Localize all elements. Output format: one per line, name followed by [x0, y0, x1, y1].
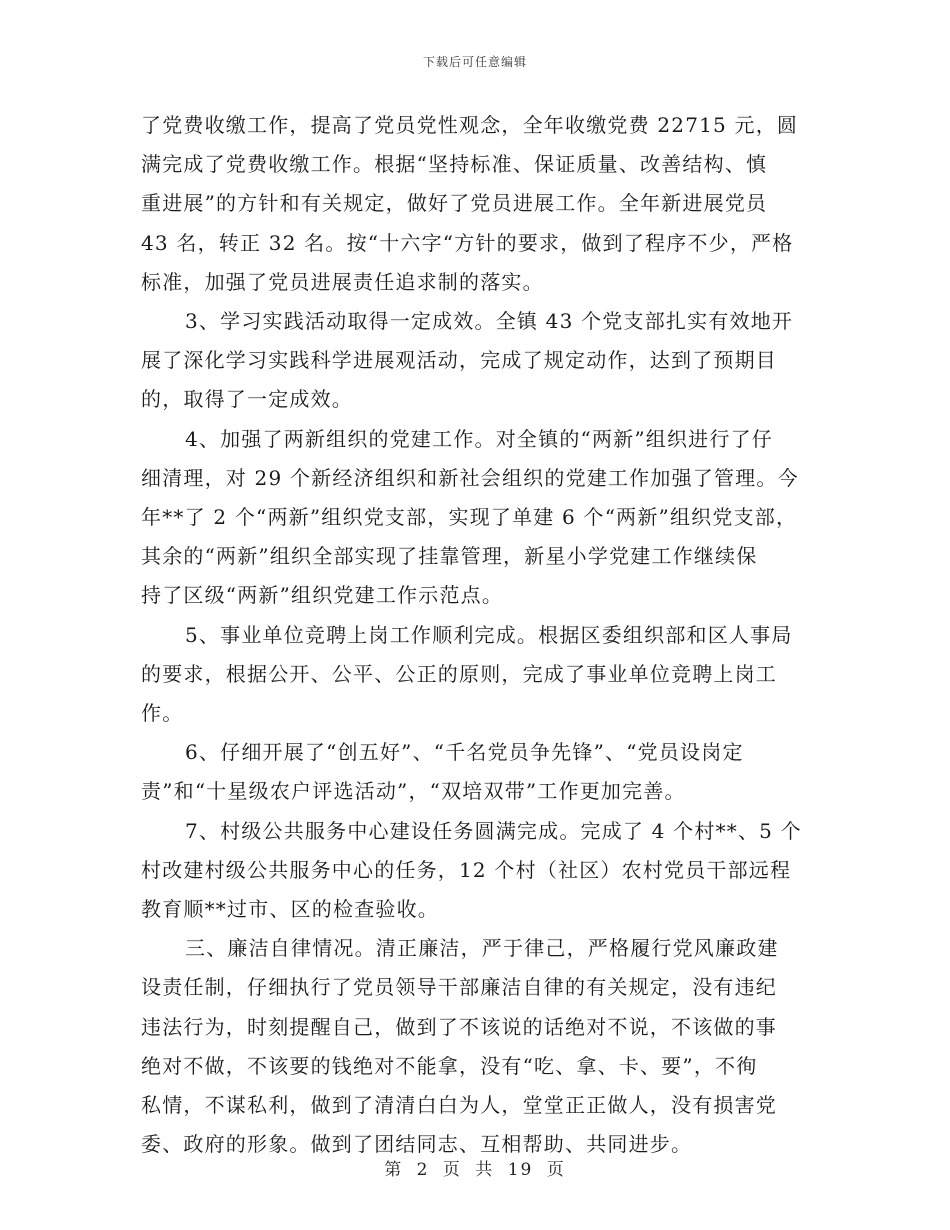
text-line: 私情，不谋私利，做到了清清白白为人，堂堂正正做人，没有损害党 — [141, 1093, 777, 1118]
text-line: 3、学习实践活动取得一定成效。全镇 43 个党支部扎实有效地开 — [185, 309, 794, 334]
document-body — [141, 106, 821, 1164]
text-line: 设责任制，仔细执行了党员领导干部廉洁自律的有关规定，没有违纪 — [141, 975, 777, 1000]
text-line: 重进展”的方针和有关规定，做好了党员进展工作。全年新进展党员 — [141, 191, 768, 216]
page-header: 下载后可任意编辑 — [422, 55, 527, 69]
paragraph — [141, 106, 821, 302]
text-line: 展了深化学习实践科学进展观活动，完成了规定动作，达到了预期目 — [141, 348, 777, 373]
text-line: 作。 — [141, 701, 184, 726]
text-line: 其余的“两新”组织全部实现了挂靠管理，新星小学党建工作继续保 — [141, 544, 758, 569]
text-line: 年**了 2 个“两新”组织党支部，实现了单建 6 个“两新”组织党支部， — [141, 505, 798, 530]
text-line: 村改建村级公共服务中心的任务，12 个村（社区）农村党员干部远程 — [141, 857, 792, 882]
page-footer: 第 2 页 共 19 页 — [384, 1160, 566, 1180]
text-line: 6、仔细开展了“创五好”、“千名党员争先锋”、“党员设岗定 — [185, 740, 744, 765]
text-line: 的要求，根据公开、公平、公正的原则，完成了事业单位竞聘上岗工 — [141, 661, 777, 686]
text-line: 5、事业单位竞聘上岗工作顺利完成。根据区委组织部和区人事局 — [185, 622, 793, 647]
text-line: 绝对不做，不该要的钱绝对不能拿，没有“吃、拿、卡、要”，不徇 — [141, 1053, 758, 1078]
paragraph — [141, 420, 821, 616]
paragraph — [141, 929, 821, 1164]
text-line: 了党费收缴工作，提高了党员党性观念，全年收缴党费 22715 元，圆 — [141, 113, 799, 137]
text-line: 三、廉洁自律情况。清正廉洁，严于律己，严格履行党风廉政建 — [185, 936, 779, 961]
text-line: 4、加强了两新组织的党建工作。对全镇的“两新”组织进行了仔 — [185, 426, 773, 451]
paragraph — [141, 302, 821, 420]
paragraph — [141, 733, 821, 811]
text-line: 委、政府的形象。做到了团结同志、互相帮助、共同进步。 — [141, 1132, 693, 1157]
text-line: 43 名，转正 32 名。按“十六字“方针的要求，做到了程序不少，严格 — [141, 230, 794, 255]
text-line: 的，取得了一定成效。 — [141, 387, 353, 412]
text-line: 7、村级公共服务中心建设任务圆满完成。完成了 4 个村**、5 个 — [185, 818, 802, 843]
text-line: 标准，加强了党员进展责任追求制的落实。 — [141, 269, 544, 294]
text-line: 违法行为，时刻提醒自己，做到了不该说的话绝对不说，不该做的事 — [141, 1014, 777, 1039]
text-line: 教育顺**过市、区的检查验收。 — [141, 897, 439, 922]
text-line: 责”和“十星级农户评选活动”，“双培双带”工作更加完善。 — [141, 779, 686, 804]
text-line: 满完成了党费收缴工作。根据“坚持标准、保证质量、改善结构、慎 — [141, 152, 768, 177]
text-line: 持了区级“两新”组织党建工作示范点。 — [141, 583, 504, 608]
paragraph — [141, 812, 821, 930]
text-line: 细清理，对 29 个新经济组织和新社会组织的党建工作加强了管理。今 — [141, 465, 799, 490]
paragraph — [141, 616, 821, 734]
